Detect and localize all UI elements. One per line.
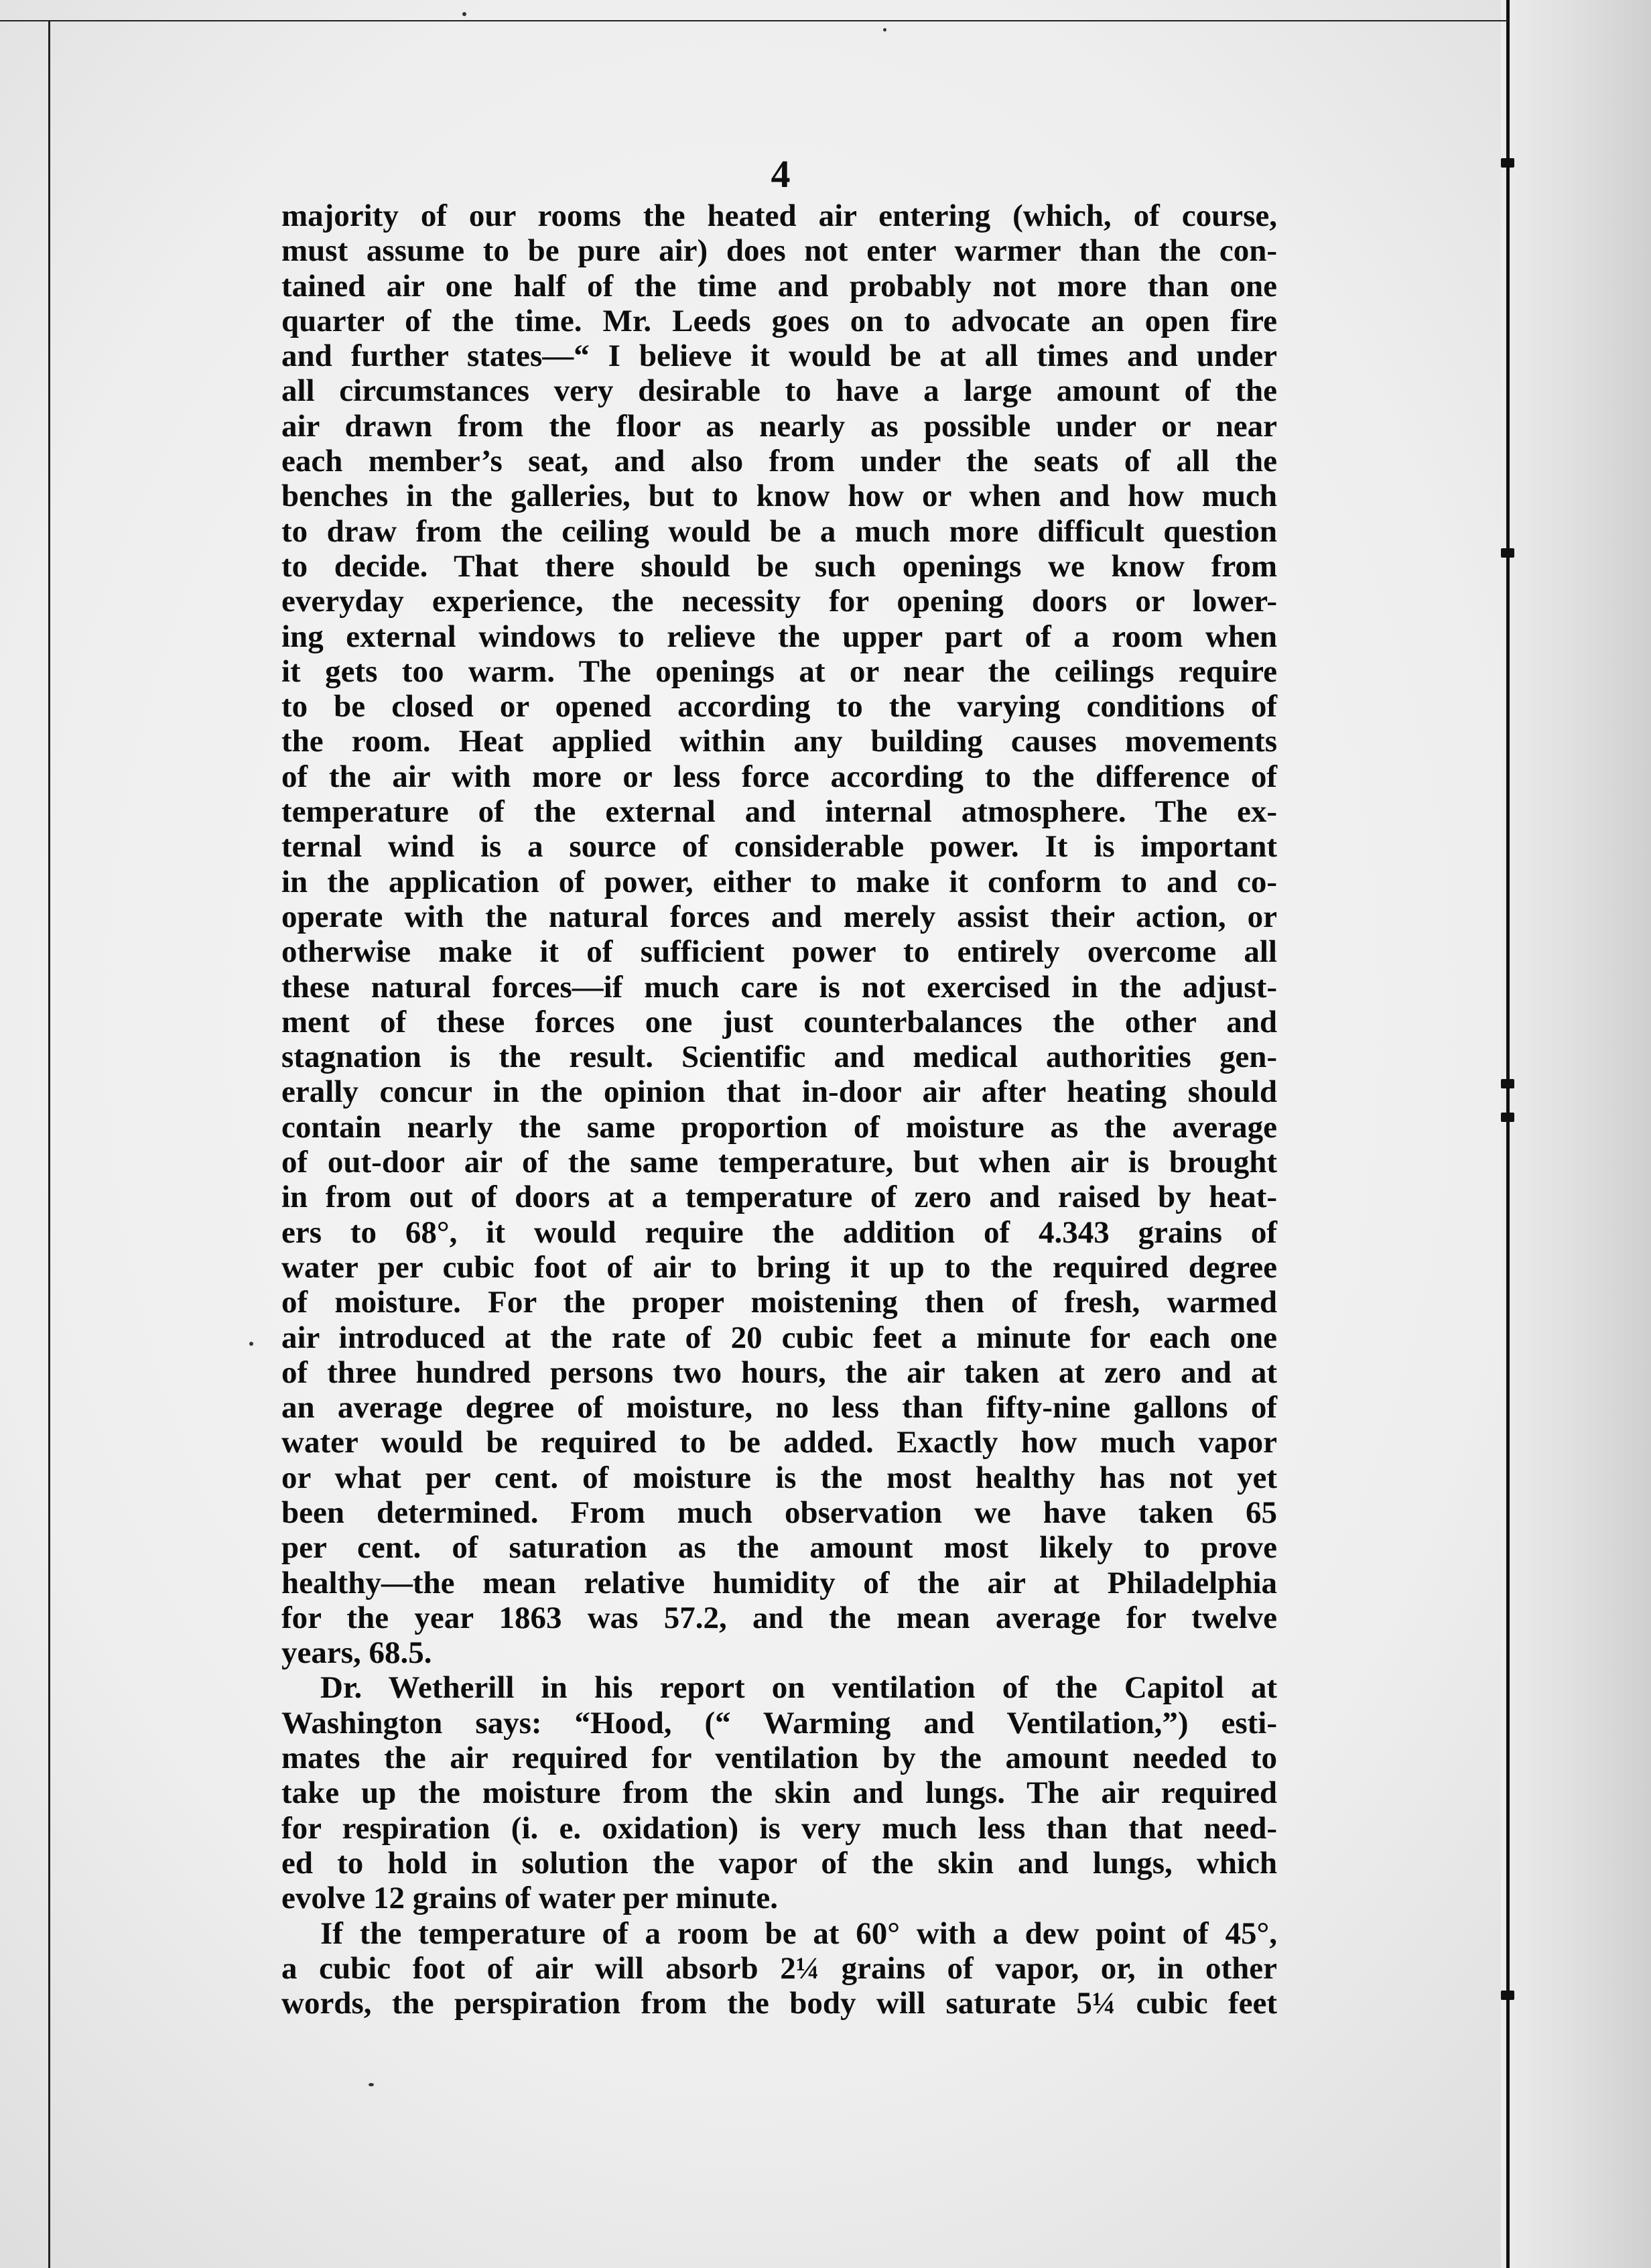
text-line: of three hundred persons two hours, the air taken at zero and at (281, 1354, 1277, 1390)
text-line: ing external windows to relieve the upper part of a room when (281, 619, 1277, 654)
scan-speck (883, 28, 886, 32)
text-line: quarter of the time. Mr. Leeds goes on to advocate an open fire (281, 303, 1277, 338)
text-line: it gets too warm. The openings at or near the ceilings require (281, 653, 1277, 689)
text-line: If the temperature of a room be at 60° with a dew point of 45°, (320, 1915, 1277, 1951)
text-line: to decide. That there should be such openings we know from (281, 548, 1277, 584)
scan-speck (462, 12, 466, 16)
text-line: air introduced at the rate of 20 cubic feet a minute for each one (281, 1320, 1277, 1355)
text-line: Dr. Wetherill in his report on ventilation of the Capitol at (320, 1670, 1277, 1706)
text-line: a cubic foot of air will absorb 2¼ grains of vapor, or, in other (281, 1950, 1277, 1986)
text-line: air drawn from the floor as nearly as possible under or near (281, 408, 1277, 444)
text-line: and further states—“ I believe it would be at all times and under (281, 338, 1277, 374)
text-line: otherwise make it of sufficient power to entirely overcome all (281, 934, 1277, 970)
binding-mark (1501, 1991, 1514, 2000)
text-line: majority of our rooms the heated air entering (which, of course, (281, 198, 1277, 233)
text-line: ment of these forces one just counterbalances the other and (281, 1004, 1277, 1040)
text-line: erally concur in the opinion that in-door air after heating should (281, 1074, 1277, 1110)
text-line: each member’s seat, and also from under the seats of all the (281, 444, 1277, 479)
text-line: per cent. of saturation as the amount most likely to prove (281, 1530, 1277, 1566)
text-line: healthy—the mean relative humidity of the air at Philadelphia (281, 1565, 1277, 1600)
left-border-line (48, 20, 50, 2268)
text-line: water would be required to be added. Exactly how much vapor (281, 1425, 1277, 1460)
scan-speck (249, 1342, 253, 1346)
text-line: of moisture. For the proper moistening then of fresh, warmed (281, 1285, 1277, 1320)
text-line: words, the perspiration from the body will saturate 5¼ cubic feet (281, 1986, 1277, 2021)
binding-mark (1501, 158, 1514, 168)
text-line: contain nearly the same proportion of moisture as the average (281, 1109, 1277, 1145)
page-fold-line (1506, 0, 1510, 2268)
binding-mark (1501, 1113, 1514, 1122)
text-line: in the application of power, either to make it conform to and co- (281, 864, 1277, 899)
text-line: mates the air required for ventilation by the amount needed to (281, 1741, 1277, 1776)
text-line: of out-door air of the same temperature, but when air is brought (281, 1145, 1277, 1180)
binding-mark (1501, 548, 1514, 558)
text-line: Washington says: “Hood, (“ Warming and Ventilation,”) esti- (281, 1705, 1277, 1741)
text-line: temperature of the external and internal atmosphere. The ex- (281, 794, 1277, 830)
top-border-line (0, 20, 1508, 21)
text-line: of the air with more or less force according to the difference of (281, 759, 1277, 794)
text-line: or what per cent. of moisture is the most healthy has not yet (281, 1460, 1277, 1495)
text-line: ers to 68°, it would require the addition of 4.343 grains of (281, 1214, 1277, 1250)
text-line: to draw from the ceiling would be a much more difficult question (281, 513, 1277, 549)
text-line: ed to hold in solution the vapor of the skin and lungs, which (281, 1845, 1277, 1881)
adjacent-page-edge (1501, 0, 1651, 2268)
text-line: been determined. From much observation we have taken 65 (281, 1495, 1277, 1530)
text-line: these natural forces—if much care is not exercised in the adjust- (281, 969, 1277, 1005)
text-line: in from out of doors at a temperature of zero and raised by heat- (281, 1180, 1277, 1215)
binding-mark (1501, 1079, 1514, 1088)
text-line: the room. Heat applied within any building causes movements (281, 724, 1277, 759)
text-line: to be closed or opened according to the varying conditions of (281, 689, 1277, 724)
text-line: operate with the natural forces and merely assist their action, or (281, 899, 1277, 934)
text-line: water per cubic foot of air to bring it up to the required degree (281, 1249, 1277, 1285)
text-line: benches in the galleries, but to know how or when and how much (281, 479, 1277, 514)
text-line: take up the moisture from the skin and lungs. The air required (281, 1775, 1277, 1811)
text-line: ternal wind is a source of considerable power. It is important (281, 829, 1277, 865)
body-text (281, 198, 1277, 2021)
text-line: an average degree of moisture, no less than fifty-nine gallons of (281, 1390, 1277, 1426)
text-line: everyday experience, the necessity for opening doors or lower- (281, 584, 1277, 619)
text-line: all circumstances very desirable to have a large amount of the (281, 373, 1277, 409)
page-number: 4 (771, 152, 791, 196)
text-line: for the year 1863 was 57.2, and the mean average for twelve (281, 1600, 1277, 1635)
text-line: evolve 12 grains of water per minute. (281, 1881, 779, 1916)
text-line: years, 68.5. (281, 1635, 432, 1671)
text-line: for respiration (i. e. oxidation) is very much less than that need- (281, 1810, 1277, 1846)
text-line: stagnation is the result. Scientific and medical authorities gen- (281, 1040, 1277, 1075)
text-line: tained air one half of the time and probably not more than one (281, 268, 1277, 304)
scan-speck (369, 2083, 374, 2086)
text-line: must assume to be pure air) does not enter warmer than the con- (281, 233, 1277, 269)
